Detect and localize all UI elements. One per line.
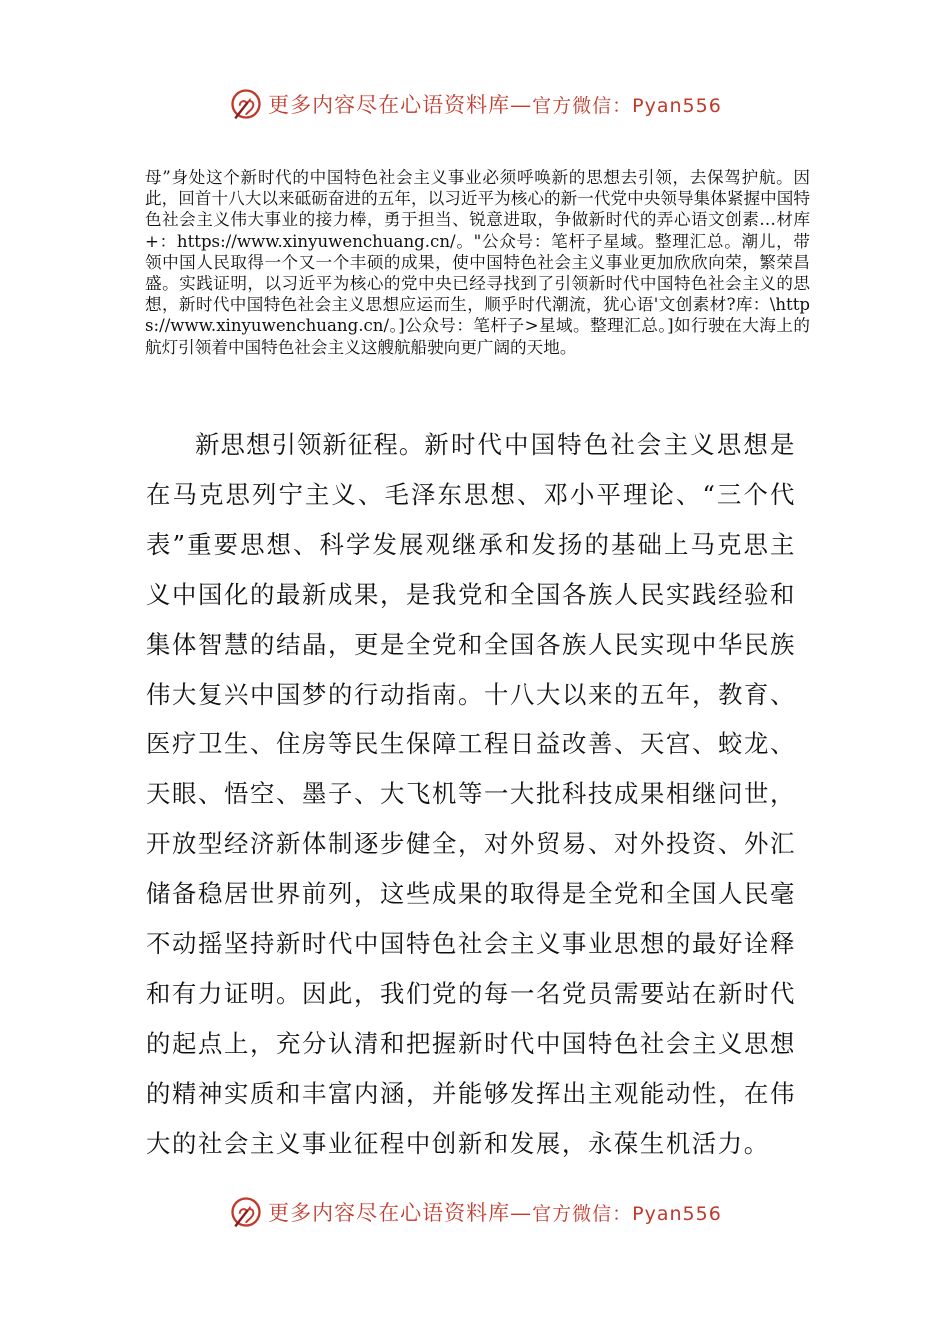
footer-separator: — xyxy=(510,1201,533,1225)
header-title: 更多内容尽在心语资料库 xyxy=(268,93,511,117)
header-banner-text xyxy=(268,89,722,119)
footer-title: 更多内容尽在心语资料库 xyxy=(268,1201,511,1225)
header-wechat-label: 官方微信： xyxy=(532,95,633,117)
body-text: 新时代中国特色社会主义思想是在马克思列宁主义、毛泽东思想、邓小平理论、“三个代表”重要思想、科学发展观继承和发扬的基础上马克思主义中国化的最新成果，是我党和全国各族人民实践经验和集体智慧的结晶，更是全党和全国各族人民实现中华民族伟大复兴中国梦的行动指南。十八大以来的五年，教育、医疗卫生、住房等民生保障工程日益改善、天宫、蛟龙、天眼、悟空、墨子、大飞机等一大批科技成果相继问世，开放型经济新体制逐步健全，对外贸易、对外投资、外汇储备稳居世界前列，这些成果的取得是全党和全国人民毫不动摇坚持新时代中国特色社会主义事业思想的最好诠释和有力证明。因此，我们党的每一名党员需要站在新时代的起点上，充分认清和把握新时代中国特色社会主义思想的精神实质和丰富内涵，并能够发挥出主观能动性，在伟大的社会主义事业征程中创新和发展，永葆生机活力。 xyxy=(146,430,796,1158)
footer-banner xyxy=(0,1190,950,1234)
heart-pen-logo-icon xyxy=(228,1194,264,1230)
header-banner xyxy=(0,82,950,126)
body-paragraph xyxy=(146,420,796,1169)
header-separator: — xyxy=(510,93,533,117)
body-lead: 新思想引领新征程。 xyxy=(195,430,425,459)
heart-pen-logo-icon xyxy=(228,86,264,122)
footer-wechat-id: Pyan556 xyxy=(632,1203,722,1225)
footer-wechat-label: 官方微信： xyxy=(532,1203,633,1225)
footer-banner-text xyxy=(268,1197,722,1227)
excerpt-paragraph: 母”身处这个新时代的中国特色社会主义事业必须呼唤新的思想去引领，去保驾护航。因此，回首十八大以来砥砺奋进的五年，以习近平为核心的新一代党中央领导集体紧握中国特色社会主义伟大事业的接力棒，勇于担当、锐意进取，争做新时代的弄心语文创素…材库+：https://www.xinyuwenchuang.cn/。"公众号：笔杆子星域。整理汇总。潮儿，带领中国人民取得一个又一个丰硕的成果，使中国特色社会主义事业更加欣欣向荣，繁荣昌盛。实践证明，以习近平为核心的党中央已经寻找到了引领新时代中国特色社会主义的思想，新时代中国特色社会主义思想应运而生，顺乎时代潮流，犹心语'文创素材?库：\https://www.xinyuwenchuang.cn/。]公众号：笔杆子>星域。整理汇总。]如行驶在大海上的航灯引领着中国特色社会主义这艘航船驶向更广阔的天地。 xyxy=(145,168,810,357)
header-wechat-id: Pyan556 xyxy=(632,95,722,117)
